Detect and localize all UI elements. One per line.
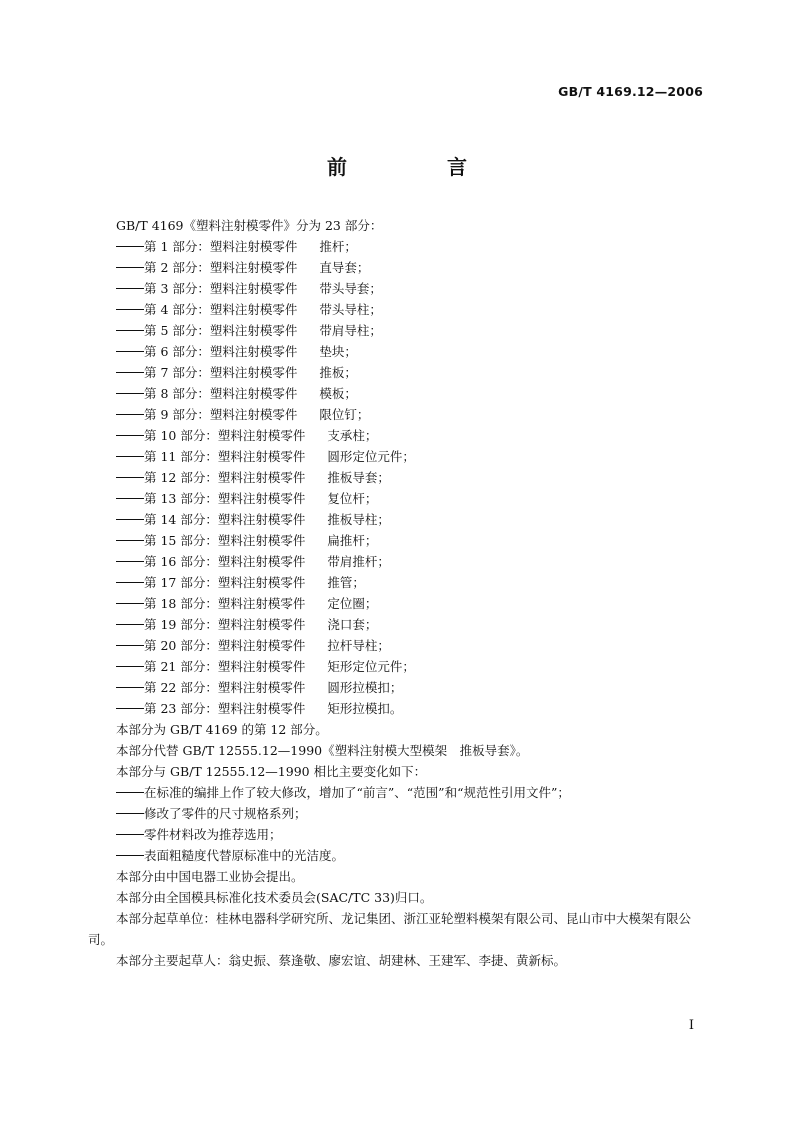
part-prefix: 第 2 部分：塑料注射模零件 (144, 260, 298, 275)
em-dash-mark (116, 540, 144, 542)
part-list-item (88, 509, 708, 530)
part-prefix: 第 9 部分：塑料注射模零件 (144, 407, 298, 422)
em-dash-mark (116, 708, 144, 710)
centralized-paragraph: 本部分由全国模具标准化技术委员会(SAC/TC 33)归口。 (116, 890, 433, 905)
part-list-item (88, 341, 708, 362)
part-prefix: 第 5 部分：塑料注射模零件 (144, 323, 298, 338)
change-list-item (88, 803, 708, 824)
part-prefix: 第 6 部分：塑料注射模零件 (144, 344, 298, 359)
part-prefix: 第 10 部分：塑料注射模零件 (144, 428, 306, 443)
part-name: 浇口套； (327, 617, 378, 632)
part-name: 扁推杆； (327, 533, 378, 548)
em-dash-mark (116, 582, 144, 584)
replaces-paragraph: 本部分代替 GB/T 12555.12—1990《塑料注射模大型模架 推板导套》。 (116, 743, 529, 758)
change-list-item (88, 824, 708, 845)
part-list-item (88, 320, 708, 341)
change-text: 零件材料改为推荐选用； (144, 827, 282, 842)
part-list-item (88, 698, 708, 719)
changes-intro-paragraph: 本部分与 GB/T 12555.12—1990 相比主要变化如下： (116, 764, 427, 779)
part-prefix: 第 1 部分：塑料注射模零件 (144, 239, 298, 254)
em-dash-mark (116, 561, 144, 563)
em-dash-mark (116, 414, 144, 416)
part-name: 支承柱； (327, 428, 378, 443)
part-list-item (88, 236, 708, 257)
em-dash-mark (116, 813, 144, 815)
part-list-item (88, 530, 708, 551)
part-prefix: 第 19 部分：塑料注射模零件 (144, 617, 306, 632)
em-dash-mark (116, 435, 144, 437)
part-prefix: 第 18 部分：塑料注射模零件 (144, 596, 306, 611)
em-dash-mark (116, 666, 144, 668)
part-name: 圆形拉模扣； (327, 680, 403, 695)
em-dash-mark (116, 288, 144, 290)
part-name: 圆形定位元件； (327, 449, 415, 464)
part-name: 推板导套； (327, 470, 390, 485)
page-number: I (688, 1018, 694, 1033)
part-prefix: 第 14 部分：塑料注射模零件 (144, 512, 306, 527)
change-text: 表面粗糙度代替原标准中的光洁度。 (144, 848, 345, 863)
em-dash-mark (116, 687, 144, 689)
em-dash-mark (116, 855, 144, 857)
part-name: 带头导柱； (319, 302, 382, 317)
em-dash-mark (116, 309, 144, 311)
part-prefix: 第 3 部分：塑料注射模零件 (144, 281, 298, 296)
foreword-body (88, 215, 708, 971)
em-dash-mark (116, 393, 144, 395)
part-list-item (88, 404, 708, 425)
part-list-item (88, 299, 708, 320)
part-list-item (88, 425, 708, 446)
part-list-item (88, 593, 708, 614)
em-dash-mark (116, 834, 144, 836)
intro-paragraph: GB/T 4169《塑料注射模零件》分为 23 部分： (116, 218, 383, 233)
standard-code: GB/T 4169.12—2006 (558, 84, 703, 99)
em-dash-mark (116, 372, 144, 374)
part-of-paragraph: 本部分为 GB/T 4169 的第 12 部分。 (116, 722, 328, 737)
part-prefix: 第 22 部分：塑料注射模零件 (144, 680, 306, 695)
part-name: 定位圈； (327, 596, 378, 611)
part-prefix: 第 20 部分：塑料注射模零件 (144, 638, 306, 653)
part-name: 直导套； (319, 260, 370, 275)
part-name: 带头导套； (319, 281, 382, 296)
part-list-item (88, 677, 708, 698)
part-prefix: 第 12 部分：塑料注射模零件 (144, 470, 306, 485)
part-prefix: 第 16 部分：塑料注射模零件 (144, 554, 306, 569)
em-dash-mark (116, 498, 144, 500)
part-list-item (88, 257, 708, 278)
change-list-item (88, 782, 708, 803)
part-name: 推管； (327, 575, 365, 590)
part-list-item (88, 278, 708, 299)
page-title: 前 言 (327, 155, 507, 179)
part-name: 垫块； (319, 344, 357, 359)
part-prefix: 第 15 部分：塑料注射模零件 (144, 533, 306, 548)
part-list-item (88, 572, 708, 593)
part-name: 推板； (319, 365, 357, 380)
part-prefix: 第 21 部分：塑料注射模零件 (144, 659, 306, 674)
part-prefix: 第 7 部分：塑料注射模零件 (144, 365, 298, 380)
em-dash-mark (116, 792, 144, 794)
part-name: 限位钉； (319, 407, 370, 422)
proposed-paragraph: 本部分由中国电器工业协会提出。 (116, 869, 304, 884)
parts-list (88, 236, 708, 719)
part-name: 推板导柱； (327, 512, 390, 527)
part-name: 矩形定位元件； (327, 659, 415, 674)
em-dash-mark (116, 603, 144, 605)
drafters-paragraph: 本部分主要起草人：翁史振、蔡逢敬、廖宏谊、胡建林、王建军、李捷、黄新标。 (116, 953, 567, 968)
part-list-item (88, 656, 708, 677)
part-list-item (88, 614, 708, 635)
em-dash-mark (116, 645, 144, 647)
part-list-item (88, 362, 708, 383)
part-name: 拉杆导柱； (327, 638, 390, 653)
part-name: 带肩推杆； (327, 554, 390, 569)
part-prefix: 第 23 部分：塑料注射模零件 (144, 701, 306, 716)
em-dash-mark (116, 456, 144, 458)
drafting-units-paragraph: 本部分起草单位：桂林电器科学研究所、龙记集团、浙江亚轮塑料模架有限公司、昆山市中大模架有限公司。 (88, 911, 692, 947)
part-list-item (88, 446, 708, 467)
part-list-item (88, 635, 708, 656)
part-prefix: 第 17 部分：塑料注射模零件 (144, 575, 306, 590)
changes-list (88, 782, 708, 866)
part-name: 带肩导柱； (319, 323, 382, 338)
part-name: 复位杆； (327, 491, 378, 506)
part-name: 模板； (319, 386, 357, 401)
em-dash-mark (116, 477, 144, 479)
em-dash-mark (116, 351, 144, 353)
part-prefix: 第 11 部分：塑料注射模零件 (144, 449, 306, 464)
change-text: 修改了零件的尺寸规格系列； (144, 806, 307, 821)
em-dash-mark (116, 330, 144, 332)
part-list-item (88, 551, 708, 572)
part-prefix: 第 4 部分：塑料注射模零件 (144, 302, 298, 317)
part-list-item (88, 383, 708, 404)
part-list-item (88, 467, 708, 488)
change-list-item (88, 845, 708, 866)
change-text: 在标准的编排上作了较大修改，增加了“前言”、“范围”和“规范性引用文件”； (144, 785, 570, 800)
em-dash-mark (116, 519, 144, 521)
part-prefix: 第 13 部分：塑料注射模零件 (144, 491, 306, 506)
em-dash-mark (116, 624, 144, 626)
em-dash-mark (116, 267, 144, 269)
em-dash-mark (116, 246, 144, 248)
part-name: 矩形拉模扣。 (327, 701, 403, 716)
part-list-item (88, 488, 708, 509)
part-name: 推杆； (319, 239, 357, 254)
part-prefix: 第 8 部分：塑料注射模零件 (144, 386, 298, 401)
